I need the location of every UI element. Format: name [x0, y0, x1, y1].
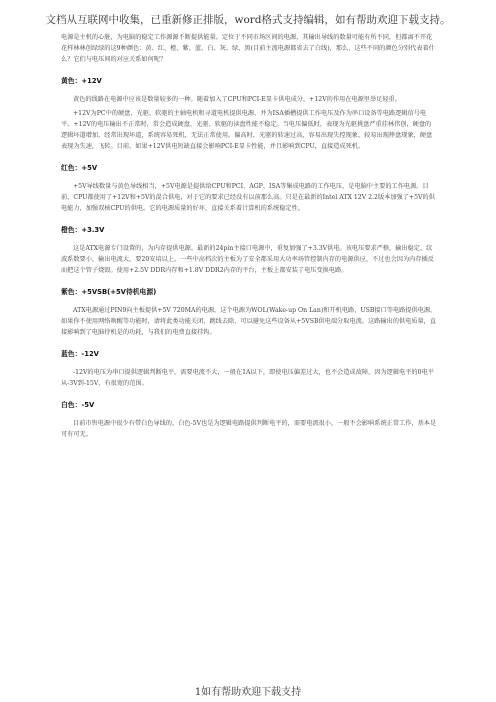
section-yellow: [61, 75, 437, 152]
section-heading-yellow: 黄色：+12V: [61, 77, 102, 85]
section-heading-purple: 紫色：+5VSB(+5V待机电源): [61, 288, 157, 296]
section-paragraph: 目前市售电源中很少有带白色导线的，白色-5V也是为逻辑电路提供判断电平的，需要电流很小，一般不会影响系统正常工作，基本是可有可无。: [61, 420, 437, 438]
section-red: [61, 162, 437, 214]
document-body: [61, 32, 437, 443]
page-header: 文档从互联网中收集，已重新修正排版，word格式支持编辑，如有帮助欢迎下载支持。: [45, 14, 451, 26]
section-heading-blue: 蓝色：-12V: [61, 350, 99, 358]
section-white: [61, 399, 437, 440]
section-paragraph: 黄色的线路在电源中应该是数量较多的一种。随着加入了CPU和PCI-E显卡供电成分，+12V的作用在电源里举足轻重。: [73, 96, 401, 103]
section-purple: [61, 286, 437, 338]
section-paragraph: 这是ATX电源专门设置的，为内存提供电源。最新的24pin主接口电源中，重复加强了+3.3V供电。该电压要求严格，输出稳定，纹波系数要小，输出电流大，要20安培以上。一些中高档次的主板为了安全都采用大功率场管控制内存的电源供应，不过也会因为内存插反而把这个管子烧毁。使用+2.5V DDR内存和+1.8V DDR2内存的平台，主板上都安装了电压变换电路。: [61, 245, 434, 274]
section-paragraph: +12V为PC中的硬盘、光驱、软驱的主轴电机和寻道电机提供电源，并为ISA插槽提供工作电压及作为串口设备等电路逻辑信号电平。+12V的电压输出不正常时，常会造成硬盘、光驱、软驱的读盘性能不稳定。当电压偏低时，表现为光驱挑盘严重挂林伟创，硬盘的逻辑坏道增加，经常出现坏道，系统容易死机，无法正常使用。偏高时，光驱的转速过高，容易出现失控现象，较易出现摔盘现象，硬盘表现为失速，飞转。目前，如果+12V供电短缺直接会影响PCI-E显卡性能，并且影响到CPU，直接造成死机。: [61, 110, 433, 150]
section-heading-orange: 橙色：+3.3V: [61, 226, 105, 234]
section-blue: [61, 348, 437, 389]
section-paragraph: ATX电源通过PIN9向主板提供+5V 720MA的电源，这个电源为WOL(Wake-up On Lan)和开机电路，USB接口等电路提供电源。如果你不使用网络唤醒等功能时，请将此类功能关闭，跳线去除，可以避免这些设备从+5VSB供电端分取电流。这路输出的供电质量，直接影响到了电脑待机是的功耗，与我们的电费直接挂钩。: [61, 307, 437, 336]
section-heading-white: 白色：-5V: [61, 401, 95, 409]
section-heading-red: 红色：+5V: [61, 164, 98, 172]
intro-paragraph: 电源是主机的心脏，为电脑的稳定工作源源不断提供能量。定位于不同市场区间的电源，其输出导线的数量可能有所不同，但都离不开花花样林林创绿绿的这9种颜色：黄、红、橙、紫、蓝、白、灰、绿、黑(目前主流电源都省去了白线)，那么，这些不同的颜色分别代表着什么？它们与电压间的对应关系如何呢？: [61, 34, 435, 63]
section-paragraph: -12V的电压为串口提供逻辑判断电平，需要电流不大，一般在1A以下，即使电压偏差过大，也不会造成故障，因为逻辑电平的0电平从-3V到-15V，有很宽的范围。: [61, 369, 434, 387]
section-paragraph: +5V导线数量与黄色导线相当，+5V电源是提供给CPU和PCI、AGP、ISA等集成电路的工作电压，是电脑中主要的工作电源。目前，CPU都使用了+12V和+5V的混合供电，对于它的要求已经没有以前那么高。只是在最新的Intel ATX 12V 2.2版本加强了+5V的供电能力，加强双核CPU的供电。它的电源质量的好坏，直接关系着计算机的系统稳定性。: [61, 183, 435, 212]
page-footer: 1如有帮助欢迎下载支持: [194, 687, 302, 698]
section-orange: [61, 224, 437, 276]
